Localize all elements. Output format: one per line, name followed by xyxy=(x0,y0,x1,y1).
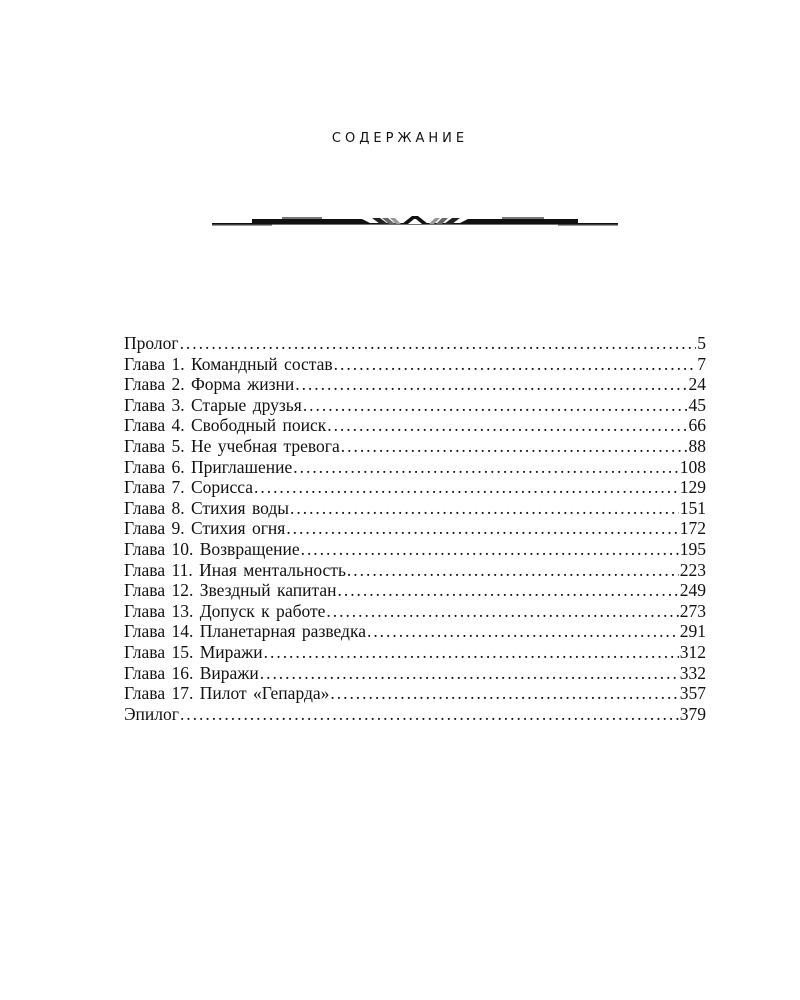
toc-entry-page: 332 xyxy=(679,662,706,683)
toc-entry-title: Глава 11. Иная ментальность xyxy=(124,559,346,580)
toc-entry-page: 88 xyxy=(688,435,706,456)
toc-entry-page: 7 xyxy=(697,353,706,374)
dot-leader xyxy=(334,354,697,375)
toc-entry-title: Глава 7. Сорисса xyxy=(124,477,254,498)
toc-entry-page: 223 xyxy=(679,559,706,580)
toc-entry-title: Глава 15. Миражи xyxy=(124,641,263,662)
toc-entry[interactable] xyxy=(124,333,706,354)
toc-entry-page: 24 xyxy=(688,374,706,395)
toc-entry-title: Глава 9. Стихия огня xyxy=(124,518,286,539)
toc-entry-title: Глава 8. Стихия воды xyxy=(124,497,290,518)
toc-entry[interactable] xyxy=(124,704,706,725)
dot-leader xyxy=(301,539,679,560)
toc-entry[interactable] xyxy=(124,498,706,519)
toc-entry-page: 45 xyxy=(688,394,706,415)
toc-entry-page: 129 xyxy=(679,477,706,498)
dot-leader xyxy=(260,663,679,684)
toc-entry-title: Глава 1. Командный состав xyxy=(124,353,333,374)
toc-entry-page: 108 xyxy=(679,456,706,477)
dot-leader xyxy=(330,683,678,704)
toc-entry-page: 66 xyxy=(688,415,706,436)
toc-entry-title: Глава 17. Пилот «Гепарда» xyxy=(124,683,330,704)
toc-entry-page: 151 xyxy=(679,497,706,518)
toc-entry[interactable] xyxy=(124,580,706,601)
toc-entry-page: 172 xyxy=(679,518,706,539)
toc-entry-title: Глава 3. Старые друзья xyxy=(124,394,302,415)
toc-entry[interactable] xyxy=(124,518,706,539)
toc-entry-title: Глава 16. Виражи xyxy=(124,662,259,683)
dot-leader xyxy=(295,374,687,395)
toc-entry[interactable] xyxy=(124,601,706,622)
decorative-divider-icon xyxy=(212,212,618,232)
toc-entry[interactable] xyxy=(124,642,706,663)
dot-leader xyxy=(286,518,678,539)
dot-leader xyxy=(180,704,679,725)
toc-entry-page: 195 xyxy=(679,538,706,559)
toc-entry-title: Глава 12. Звездный капитан xyxy=(124,580,337,601)
toc-entry-page: 379 xyxy=(679,703,706,724)
toc-entry[interactable] xyxy=(124,374,706,395)
toc-entry[interactable] xyxy=(124,457,706,478)
dot-leader xyxy=(293,457,678,478)
page-title: СОДЕРЖАНИЕ xyxy=(331,131,469,146)
toc-entry-page: 5 xyxy=(697,333,706,353)
toc-entry[interactable] xyxy=(124,621,706,642)
dot-leader xyxy=(347,560,679,581)
table-of-contents xyxy=(124,333,706,724)
toc-entry[interactable] xyxy=(124,415,706,436)
toc-entry-title: Глава 6. Приглашение xyxy=(124,456,293,477)
toc-entry[interactable] xyxy=(124,395,706,416)
dot-leader xyxy=(303,395,688,416)
dot-leader xyxy=(367,621,679,642)
toc-entry-title: Глава 2. Форма жизни xyxy=(124,374,295,395)
toc-entry[interactable] xyxy=(124,354,706,375)
toc-entry-page: 249 xyxy=(679,580,706,601)
toc-entry-title: Глава 5. Не учебная тревога xyxy=(124,435,340,456)
dot-leader xyxy=(326,601,678,622)
toc-entry[interactable] xyxy=(124,683,706,704)
toc-entry-title: Эпилог xyxy=(124,703,179,724)
toc-entry-page: 273 xyxy=(679,600,706,621)
dot-leader xyxy=(180,333,697,354)
toc-entry[interactable] xyxy=(124,477,706,498)
toc-entry[interactable] xyxy=(124,663,706,684)
toc-entry[interactable] xyxy=(124,436,706,457)
toc-entry-title: Глава 4. Свободный поиск xyxy=(124,415,327,436)
dot-leader xyxy=(264,642,679,663)
toc-entry-title: Глава 13. Допуск к работе xyxy=(124,600,326,621)
toc-entry[interactable] xyxy=(124,560,706,581)
dot-leader xyxy=(327,415,687,436)
dot-leader xyxy=(254,477,679,498)
toc-entry-title: Глава 10. Возвращение xyxy=(124,538,300,559)
toc-entry-page: 291 xyxy=(679,621,706,642)
toc-entry-title: Пролог xyxy=(124,333,179,353)
toc-entry-title: Глава 14. Планетарная разведка xyxy=(124,621,366,642)
dot-leader xyxy=(290,498,679,519)
toc-entry-page: 357 xyxy=(679,683,706,704)
toc-entry-page: 312 xyxy=(679,641,706,662)
dot-leader xyxy=(341,436,688,457)
toc-entry[interactable] xyxy=(124,539,706,560)
dot-leader xyxy=(338,580,679,601)
